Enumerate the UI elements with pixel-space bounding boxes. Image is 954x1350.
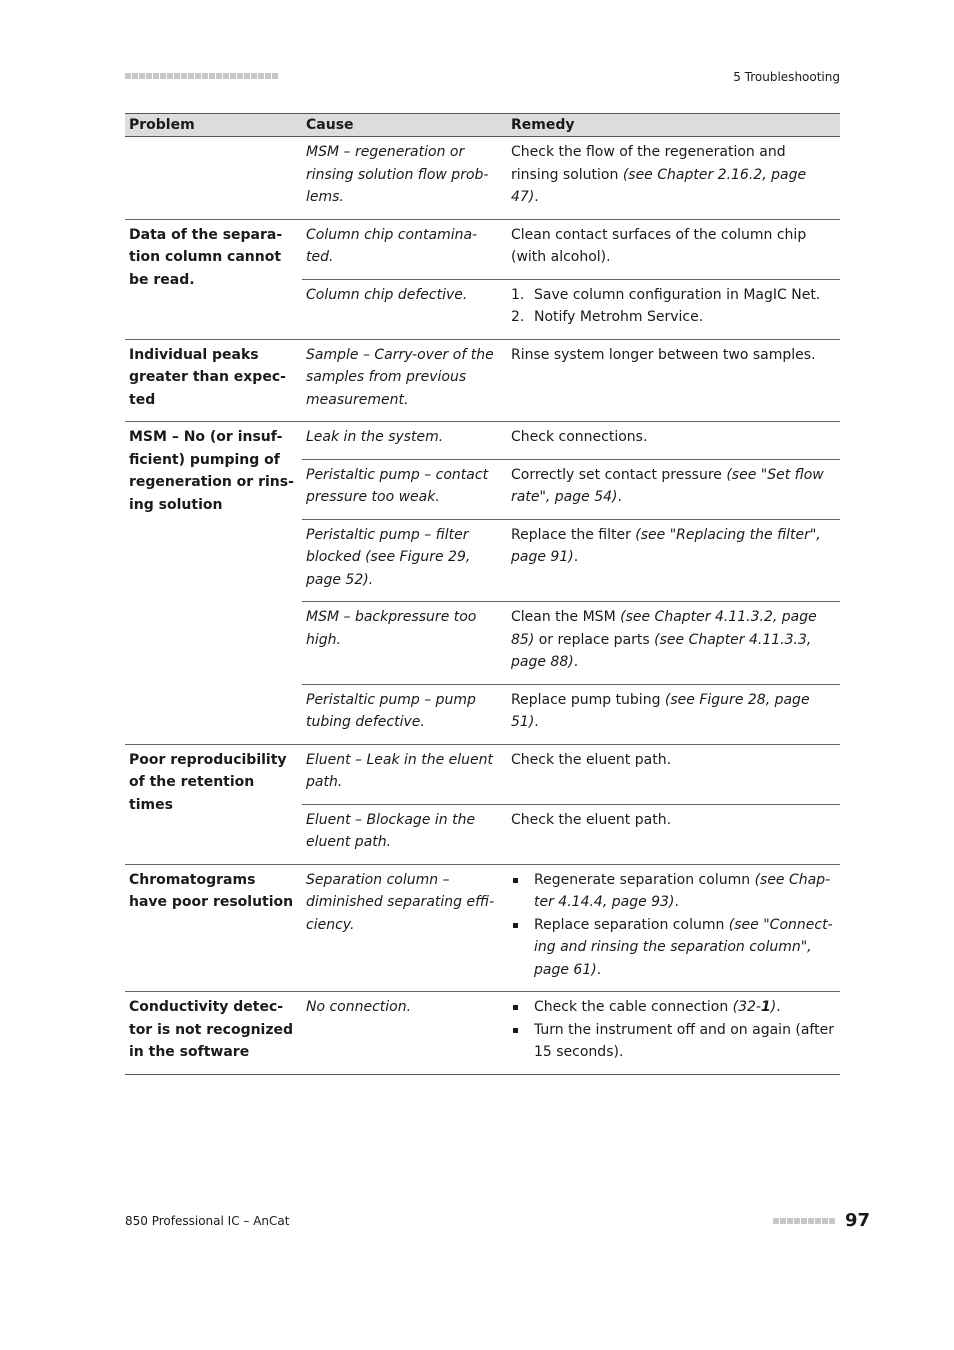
remedy-text: Check the eluent path. bbox=[511, 751, 672, 768]
problem-cell bbox=[125, 137, 302, 220]
table-row bbox=[125, 744, 840, 804]
cross-reference: (see "Connect- ing and rinsing the separation column", page 61) bbox=[534, 916, 833, 978]
cause-cell: Leak in the system. bbox=[302, 422, 507, 460]
cross-reference: (see Chapter 4.11.3.2, page 85) bbox=[511, 609, 817, 648]
remedy-text-continued: or replace parts bbox=[534, 631, 655, 648]
remedy-cell bbox=[507, 339, 840, 422]
remedy-end: . bbox=[534, 714, 539, 730]
header-problem: Problem bbox=[125, 114, 302, 137]
chapter-title: 5 Troubleshooting bbox=[733, 70, 840, 84]
remedy-steps bbox=[511, 284, 836, 329]
remedy-cell bbox=[507, 459, 840, 519]
remedy-cell bbox=[507, 422, 840, 460]
table-header-row bbox=[125, 114, 840, 137]
remedy-cell bbox=[507, 279, 840, 339]
remedy-text: Rinse system longer between two samples. bbox=[511, 346, 816, 363]
cause-cell: MSM – backpressure too high. bbox=[302, 602, 507, 685]
remedy-end: . bbox=[573, 654, 579, 670]
remedy-text: Replace pump tubing bbox=[511, 691, 665, 708]
list-item bbox=[511, 306, 836, 329]
bullet-text: Regenerate separation column bbox=[534, 871, 755, 888]
problem-cell: Data of the separa- tion column cannot be read. bbox=[125, 219, 302, 339]
cause-cell: Peristaltic pump – filter blocked (see Figure 29, page 52). bbox=[302, 519, 507, 602]
bullet-end: . bbox=[674, 894, 679, 910]
cross-reference: (see Chapter 2.16.2, page 47) bbox=[511, 166, 807, 205]
cross-reference: (see "Replacing the filter", page 91) bbox=[511, 526, 821, 565]
problem-cell: Chromatograms have poor resolution bbox=[125, 864, 302, 992]
table-row bbox=[125, 339, 840, 422]
page-number: 97 bbox=[845, 1210, 871, 1231]
problem-cell: Conductivity detec- tor is not recognized in the software bbox=[125, 992, 302, 1075]
remedy-end: . bbox=[534, 189, 539, 205]
remedy-cell bbox=[507, 744, 840, 804]
step-text: Notify Metrohm Service. bbox=[534, 309, 704, 325]
header-remedy: Remedy bbox=[507, 114, 840, 137]
troubleshooting-table bbox=[125, 113, 840, 1075]
remedy-cell bbox=[507, 684, 840, 744]
remedy-cell bbox=[507, 992, 840, 1075]
remedy-text: Clean the MSM bbox=[511, 609, 621, 625]
remedy-text: Check the flow of the regeneration and rinsing solution bbox=[511, 144, 786, 183]
remedy-text: Replace the filter bbox=[511, 526, 636, 543]
remedy-cell bbox=[507, 864, 840, 992]
step-number: 2. bbox=[511, 309, 525, 325]
remedy-text: Correctly set contact pressure bbox=[511, 466, 727, 483]
list-item bbox=[511, 996, 836, 1019]
list-item bbox=[511, 869, 836, 914]
remedy-cell bbox=[507, 519, 840, 602]
cause-cell: Sample – Carry-over of the samples from previous measurement. bbox=[302, 339, 507, 422]
footer-decoration bbox=[773, 1218, 835, 1224]
problem-cell: MSM – No (or insuf- ficient) pumping of regeneration or rins- ing solution bbox=[125, 422, 302, 745]
cause-cell: Eluent – Blockage in the eluent path. bbox=[302, 804, 507, 864]
bullet-end: . bbox=[776, 999, 781, 1015]
table-row bbox=[125, 219, 840, 279]
bullet-end: . bbox=[596, 961, 602, 978]
table-row bbox=[125, 137, 840, 220]
problem-cell: Poor reproducibility of the retention times bbox=[125, 744, 302, 864]
problem-cell: Individual peaks greater than expec- ted bbox=[125, 339, 302, 422]
list-item bbox=[511, 284, 836, 307]
cross-reference: (see Chapter 4.11.3.3, page 88) bbox=[511, 631, 812, 670]
cross-reference-close: ) bbox=[770, 999, 777, 1015]
remedy-text: Clean contact surfaces of the column chip (with alcohol). bbox=[511, 226, 807, 265]
table-row bbox=[125, 992, 840, 1075]
remedy-cell bbox=[507, 137, 840, 220]
cause-cell: Column chip contamina- ted. bbox=[302, 219, 507, 279]
bullet-text: Replace separation column bbox=[534, 916, 729, 933]
bullet-text: Turn the instrument off and on again (after 15 seconds). bbox=[534, 1021, 834, 1060]
item-number: 1 bbox=[760, 999, 771, 1015]
cross-reference: (see Chap- ter 4.14.4, page 93) bbox=[534, 871, 831, 910]
header-decoration bbox=[125, 73, 278, 79]
cause-cell: MSM – regeneration or rinsing solution flow prob- lems. bbox=[306, 144, 489, 205]
remedy-end: . bbox=[617, 489, 622, 505]
cause-cell: Peristaltic pump – contact pressure too weak. bbox=[302, 459, 507, 519]
cause-cell: No connection. bbox=[302, 992, 507, 1075]
remedy-cell bbox=[507, 602, 840, 685]
cause-cell: Peristaltic pump – pump tubing defective. bbox=[302, 684, 507, 744]
table-row bbox=[125, 422, 840, 460]
remedy-cell bbox=[507, 219, 840, 279]
cause-cell: Separation column – diminished separating effi- ciency. bbox=[302, 864, 507, 992]
table-row bbox=[125, 864, 840, 992]
remedy-cell bbox=[507, 804, 840, 864]
cross-reference: (see Figure 28, page 51) bbox=[511, 691, 810, 730]
cross-reference: (32- bbox=[732, 999, 761, 1015]
remedy-end: . bbox=[573, 549, 579, 565]
list-item bbox=[511, 1019, 836, 1064]
bullet-text: Check the cable connection bbox=[534, 999, 733, 1015]
cause-cell: Eluent – Leak in the eluent path. bbox=[302, 744, 507, 804]
cause-cell: Column chip defective. bbox=[302, 279, 507, 339]
remedy-bullets bbox=[511, 869, 836, 982]
step-text: Save column configuration in MagIC Net. bbox=[534, 286, 821, 303]
cross-reference: (see "Set flow rate", page 54) bbox=[511, 466, 824, 505]
footer-document-title: 850 Professional IC – AnCat bbox=[125, 1214, 290, 1228]
header-cause: Cause bbox=[302, 114, 507, 137]
step-number: 1. bbox=[511, 286, 525, 303]
remedy-bullets bbox=[511, 996, 836, 1064]
remedy-text: Check connections. bbox=[511, 429, 648, 445]
list-item bbox=[511, 914, 836, 982]
remedy-text: Check the eluent path. bbox=[511, 811, 672, 828]
